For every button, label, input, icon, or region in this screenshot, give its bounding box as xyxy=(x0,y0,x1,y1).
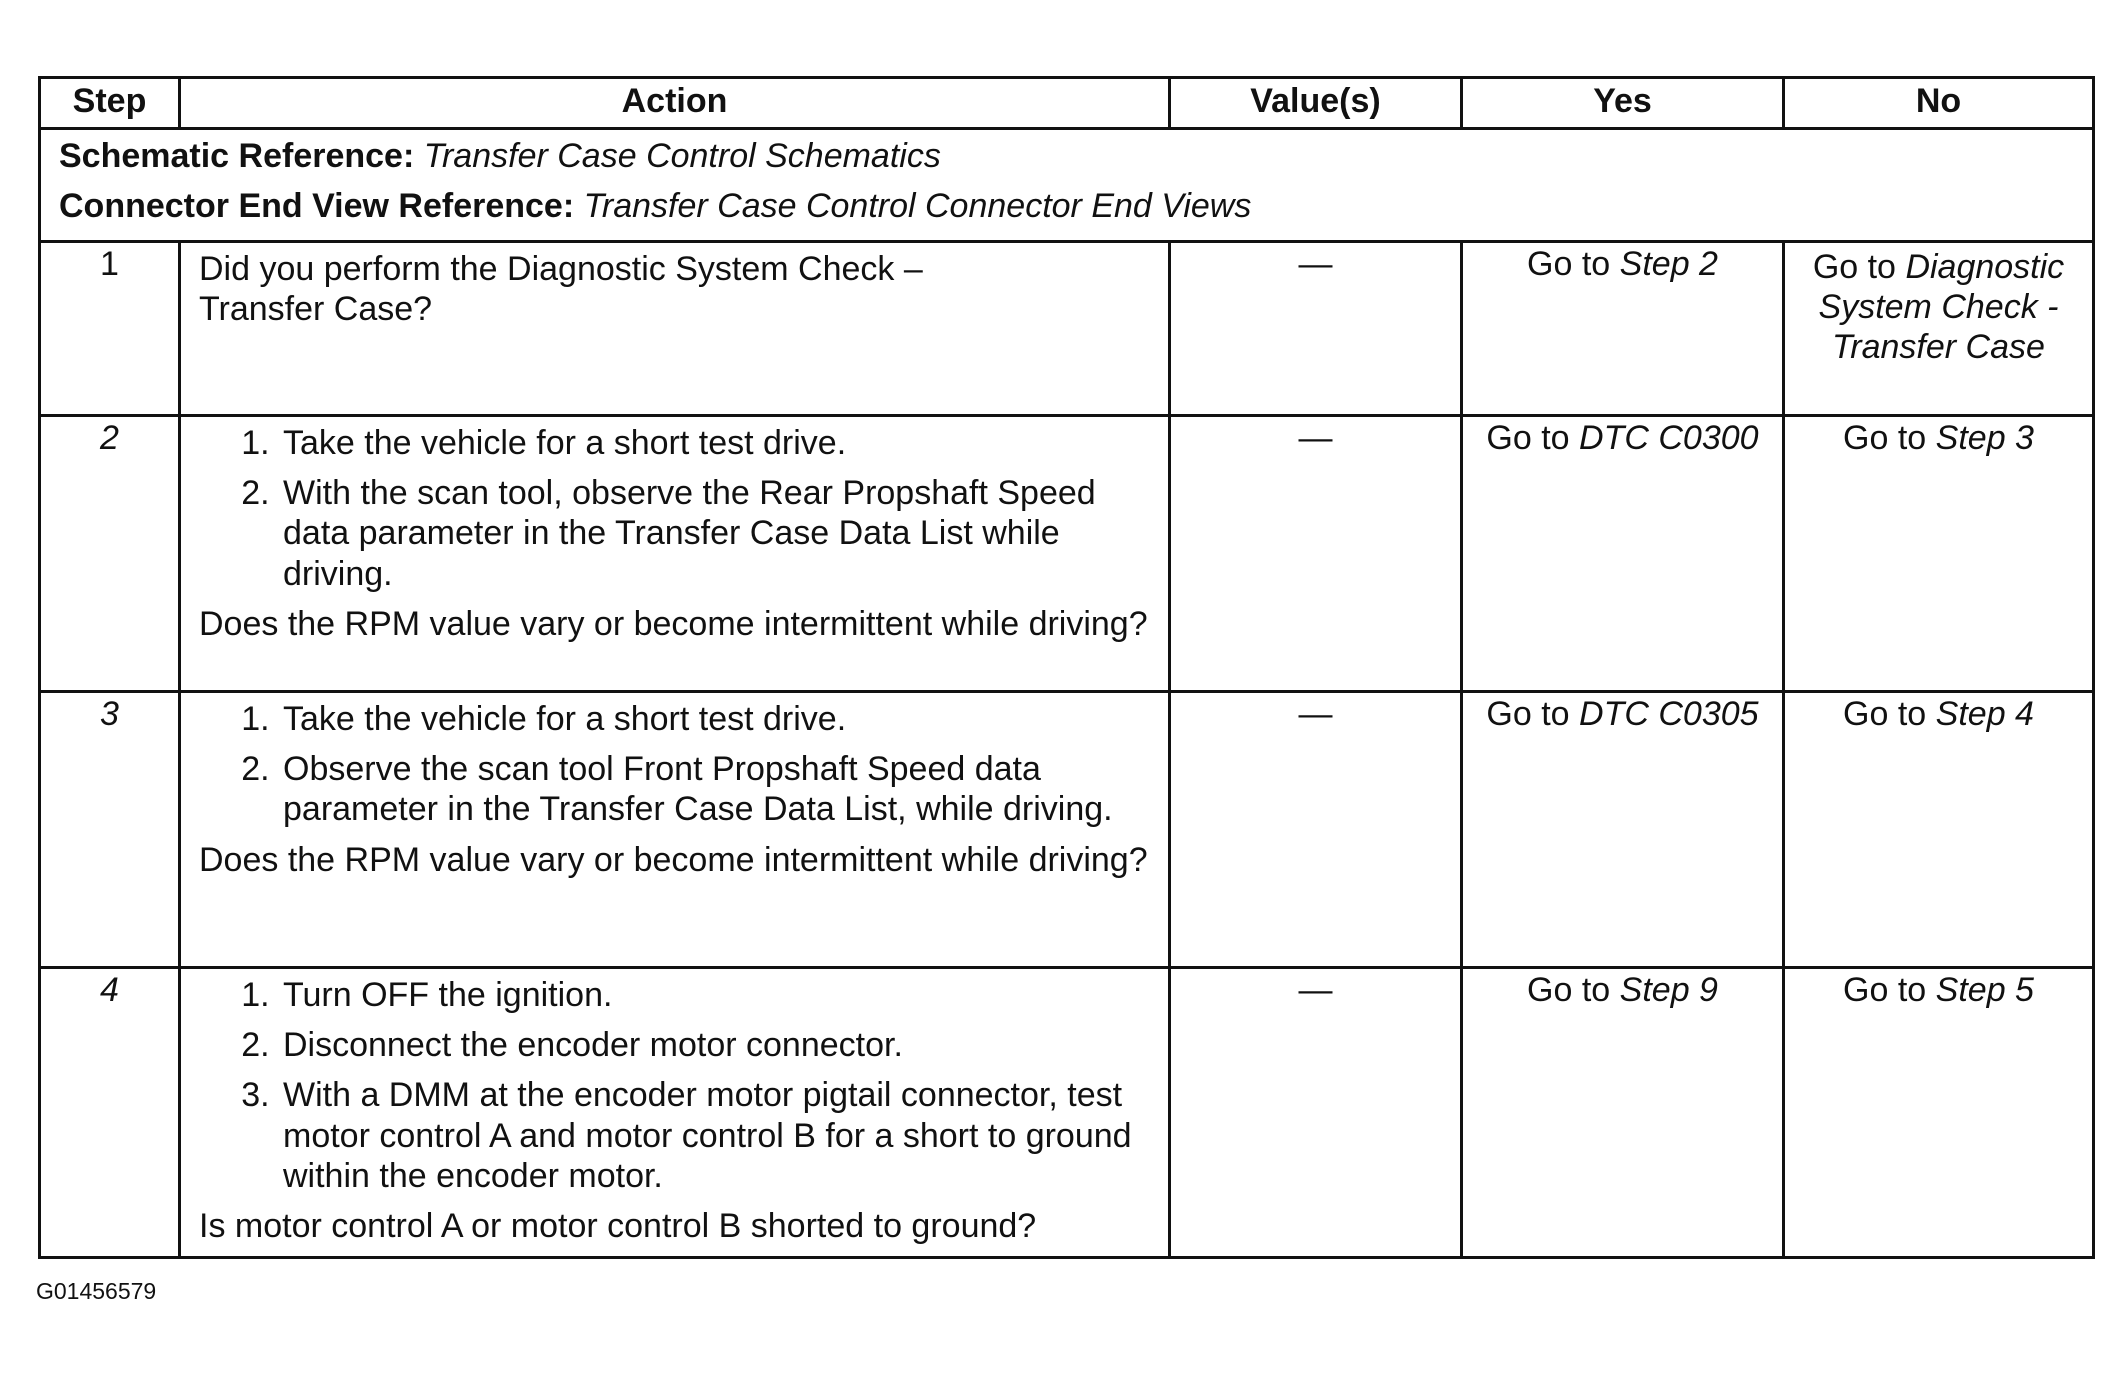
action-list xyxy=(199,975,1152,1196)
schematic-reference-link: Transfer Case Control Schematics xyxy=(423,137,941,175)
action-cell xyxy=(180,242,1170,416)
step-number: 2 xyxy=(40,416,180,692)
value-cell: — xyxy=(1170,692,1462,968)
action-cell xyxy=(180,416,1170,692)
table-row-step-1 xyxy=(40,242,2094,416)
table-row-step-4 xyxy=(40,968,2094,1258)
table-row-step-3 xyxy=(40,692,2094,968)
action-item: 2. Observe the scan tool Front Propshaft Speed data parameter in the Transfer Case Data List, while driving. xyxy=(279,749,1152,829)
action-item: 3. With a DMM at the encoder motor pigtail connector, test motor control A and motor control B for a short to ground within the encoder motor. xyxy=(279,1075,1152,1195)
no-cell: Go to Step 3 xyxy=(1784,416,2094,692)
reference-row xyxy=(40,129,2094,242)
action-item: 2. Disconnect the encoder motor connector. xyxy=(279,1025,1152,1065)
schematic-reference: Schematic Reference: Transfer Case Control Schematics xyxy=(59,137,941,175)
step-question: Is motor control A or motor control B shorted to ground? xyxy=(199,1206,1037,1245)
value-cell: — xyxy=(1170,416,1462,692)
reference-cell xyxy=(40,129,2094,242)
step-number: 4 xyxy=(40,968,180,1258)
value-cell: — xyxy=(1170,242,1462,416)
yes-cell: Go to DTC C0300 xyxy=(1462,416,1784,692)
yes-cell: Go to Step 2 xyxy=(1462,242,1784,416)
header-action: Action xyxy=(180,78,1170,129)
step-number: 3 xyxy=(40,692,180,968)
header-values: Value(s) xyxy=(1170,78,1462,129)
header-row xyxy=(40,78,2094,129)
header-yes: Yes xyxy=(1462,78,1784,129)
step-question: Does the RPM value vary or become intermittent while driving? xyxy=(199,604,1148,643)
figure-id: G01456579 xyxy=(36,1278,157,1304)
diagnostic-table xyxy=(38,76,2095,1259)
step-question: Does the RPM value vary or become intermittent while driving? xyxy=(199,840,1148,879)
action-list xyxy=(199,699,1152,829)
connector-reference-link: Transfer Case Control Connector End Views xyxy=(583,187,1252,226)
action-item: 2. With the scan tool, observe the Rear Propshaft Speed data parameter in the Transfer Case Data List while driving. xyxy=(279,473,1152,593)
action-cell xyxy=(180,692,1170,968)
action-item: 1. Take the vehicle for a short test drive. xyxy=(279,423,1152,463)
yes-cell: Go to DTC C0305 xyxy=(1462,692,1784,968)
no-cell: Go to Diagnostic System Check - Transfer Case xyxy=(1784,242,2094,416)
value-cell: — xyxy=(1170,968,1462,1258)
step-question: Did you perform the Diagnostic System Check – Transfer Case? xyxy=(199,250,923,329)
action-item: 1. Turn OFF the ignition. xyxy=(279,975,1152,1015)
no-cell: Go to Step 4 xyxy=(1784,692,2094,968)
action-item: 1. Take the vehicle for a short test drive. xyxy=(279,699,1152,739)
table-row-step-2 xyxy=(40,416,2094,692)
header-no: No xyxy=(1784,78,2094,129)
action-list xyxy=(199,423,1152,593)
no-cell: Go to Step 5 xyxy=(1784,968,2094,1258)
header-step: Step xyxy=(40,78,180,129)
action-cell xyxy=(180,968,1170,1258)
connector-reference: Connector End View Reference: Transfer Case Control Connector End Views xyxy=(59,187,1252,226)
yes-cell: Go to Step 9 xyxy=(1462,968,1784,1258)
step-number: 1 xyxy=(40,242,180,416)
